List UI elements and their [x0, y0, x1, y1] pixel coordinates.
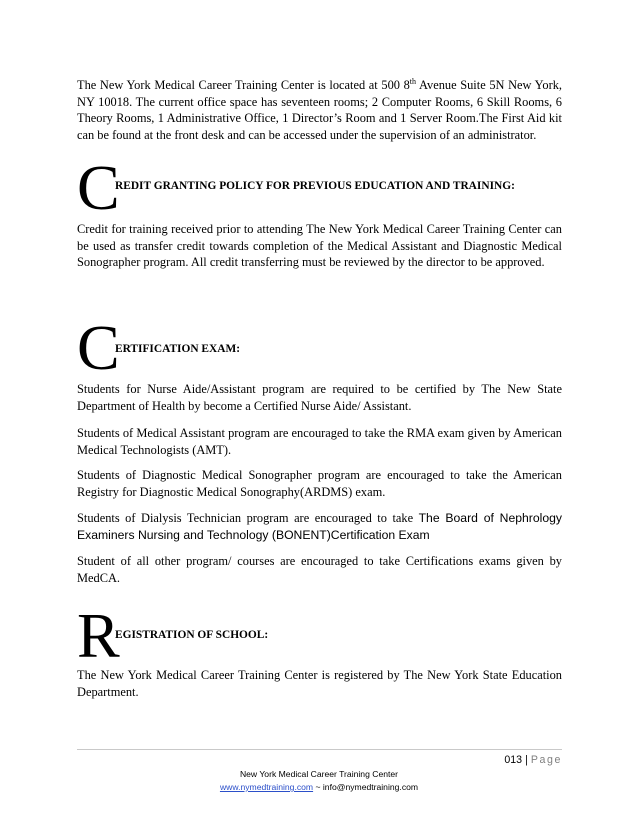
dialysis-board-name: The Board of Nephrology Examiners Nursing and Technology (BONENT)Certification Exam	[77, 511, 562, 542]
registration-heading-dropcap: R	[77, 600, 120, 671]
intro-paragraph	[77, 77, 562, 143]
intro-text-start: The New York Medical Career Training Center is located at 500 8	[77, 78, 410, 92]
certification-heading-text: ERTIFICATION EXAM:	[115, 343, 241, 355]
dialysis-text-start: Students of Dialysis Technician program are encouraged to take	[77, 511, 419, 525]
credit-heading-dropcap: C	[77, 152, 120, 223]
certification-medical-assistant-paragraph: Students of Medical Assistant program are encouraged to take the RMA exam given by American Medical Technologists (AMT).	[77, 426, 562, 457]
footer-organization: New York Medical Career Training Center	[239, 769, 399, 779]
certification-nurse-aide-paragraph: Students for Nurse Aide/Assistant program are required to be certified by The New State Department of Health by become a Certified Nurse Aide/ Assistant.	[77, 382, 562, 413]
ordinal-superscript: th	[409, 76, 417, 86]
certification-heading	[77, 312, 562, 383]
page-number	[504, 754, 562, 766]
certification-heading-dropcap: C	[77, 312, 120, 383]
credit-policy-heading	[77, 152, 562, 223]
footer-contact	[0, 781, 638, 793]
footer-divider	[77, 749, 562, 750]
credit-heading-text: REDIT GRANTING POLICY FOR PREVIOUS EDUCATION AND TRAINING:	[115, 180, 515, 192]
page-number-separator: |	[525, 754, 528, 766]
email-address: info@nymedtraining.com	[322, 782, 419, 792]
certification-dialysis-paragraph	[77, 510, 562, 543]
page-word: Page	[530, 754, 562, 766]
intro-text-rest: Avenue Suite 5N New York, NY 10018. The current office space has seventeen rooms; 2 Computer Rooms, 6 Skill Rooms, 6 Theory Rooms, 1 Administrative Office, 1 Director’s Room and 1 Server Room.The First Aid kit can be found at the front desk and can be accessed under the supervision of an administrator.	[77, 78, 562, 142]
registration-heading	[77, 600, 562, 671]
registration-paragraph: The New York Medical Career Training Center is registered by The New York State Education Department.	[77, 668, 562, 699]
page-number-value: 013	[504, 754, 523, 766]
certification-other-programs-paragraph: Student of all other program/ courses are encouraged to take Certifications exams given by MedCA.	[77, 554, 562, 585]
registration-heading-text: EGISTRATION OF SCHOOL:	[115, 629, 269, 641]
website-link[interactable]: www.nymedtraining.com	[219, 782, 314, 792]
certification-sonographer-paragraph: Students of Diagnostic Medical Sonographer program are encouraged to take the American Registry for Diagnostic Medical Sonography(ARDMS) exam.	[77, 468, 562, 499]
contact-separator: ~	[313, 782, 323, 792]
credit-policy-paragraph: Credit for training received prior to attending The New York Medical Career Training Center can be used as transfer credit towards completion of the Medical Assistant and Diagnostic Medical Sonographer program. All credit transferring must be reviewed by the director to be approved.	[77, 222, 562, 269]
